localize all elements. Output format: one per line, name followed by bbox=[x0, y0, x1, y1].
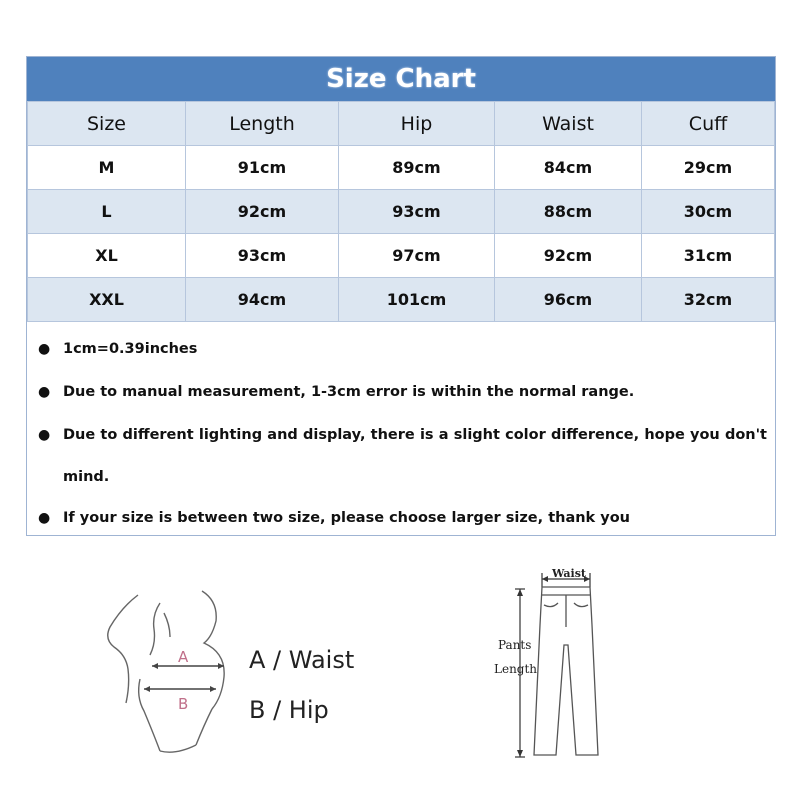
table-row bbox=[28, 190, 775, 234]
cell-cuff: 31cm bbox=[642, 234, 775, 278]
cell-size: M bbox=[28, 146, 186, 190]
note-item bbox=[37, 497, 767, 540]
cell-cuff: 29cm bbox=[642, 146, 775, 190]
legend-hip: B / Hip bbox=[249, 696, 329, 724]
cell-waist: 92cm bbox=[495, 234, 642, 278]
chart-title: Size Chart bbox=[27, 57, 775, 101]
size-chart bbox=[26, 56, 776, 536]
size-table bbox=[27, 101, 775, 322]
notes-list bbox=[27, 322, 775, 540]
label-b: B bbox=[178, 695, 189, 713]
bullet-icon: ● bbox=[38, 341, 51, 357]
cell-size: L bbox=[28, 190, 186, 234]
cell-size: XXL bbox=[28, 278, 186, 322]
header-waist: Waist bbox=[495, 102, 642, 146]
cell-length: 92cm bbox=[186, 190, 339, 234]
cell-hip: 97cm bbox=[339, 234, 495, 278]
cell-cuff: 32cm bbox=[642, 278, 775, 322]
table-header-row bbox=[28, 102, 775, 146]
table-row bbox=[28, 278, 775, 322]
table-row bbox=[28, 146, 775, 190]
cell-cuff: 30cm bbox=[642, 190, 775, 234]
header-cuff: Cuff bbox=[642, 102, 775, 146]
cell-hip: 89cm bbox=[339, 146, 495, 190]
legend-waist: A / Waist bbox=[249, 646, 355, 674]
label-a: A bbox=[178, 648, 189, 666]
header-size: Size bbox=[28, 102, 186, 146]
cell-hip: 101cm bbox=[339, 278, 495, 322]
waist-label: Waist bbox=[552, 567, 586, 580]
bullet-icon: ● bbox=[38, 427, 51, 443]
note-continuation: mind. bbox=[63, 469, 110, 485]
note-text: If your size is between two size, please choose larger size, thank you bbox=[63, 510, 630, 526]
note-text: Due to manual measurement, 1-3cm error is within the normal range. bbox=[63, 384, 635, 400]
table-row bbox=[28, 234, 775, 278]
cell-waist: 84cm bbox=[495, 146, 642, 190]
note-item bbox=[37, 328, 767, 371]
cell-waist: 96cm bbox=[495, 278, 642, 322]
pants-length-label-2: Length bbox=[494, 662, 538, 676]
cell-length: 93cm bbox=[186, 234, 339, 278]
note-item bbox=[37, 414, 767, 457]
cell-hip: 93cm bbox=[339, 190, 495, 234]
bullet-icon: ● bbox=[38, 384, 51, 400]
note-item bbox=[37, 371, 767, 414]
note-text: 1cm=0.39inches bbox=[63, 341, 198, 357]
pants-measure-figure bbox=[488, 565, 618, 770]
body-measure-figure bbox=[100, 585, 240, 755]
cell-length: 94cm bbox=[186, 278, 339, 322]
pants-length-label-1: Pants bbox=[498, 638, 532, 652]
bullet-icon: ● bbox=[38, 510, 51, 526]
cell-waist: 88cm bbox=[495, 190, 642, 234]
cell-length: 91cm bbox=[186, 146, 339, 190]
note-text: Due to different lighting and display, there is a slight color difference, hope you don't bbox=[63, 427, 767, 443]
header-length: Length bbox=[186, 102, 339, 146]
header-hip: Hip bbox=[339, 102, 495, 146]
cell-size: XL bbox=[28, 234, 186, 278]
